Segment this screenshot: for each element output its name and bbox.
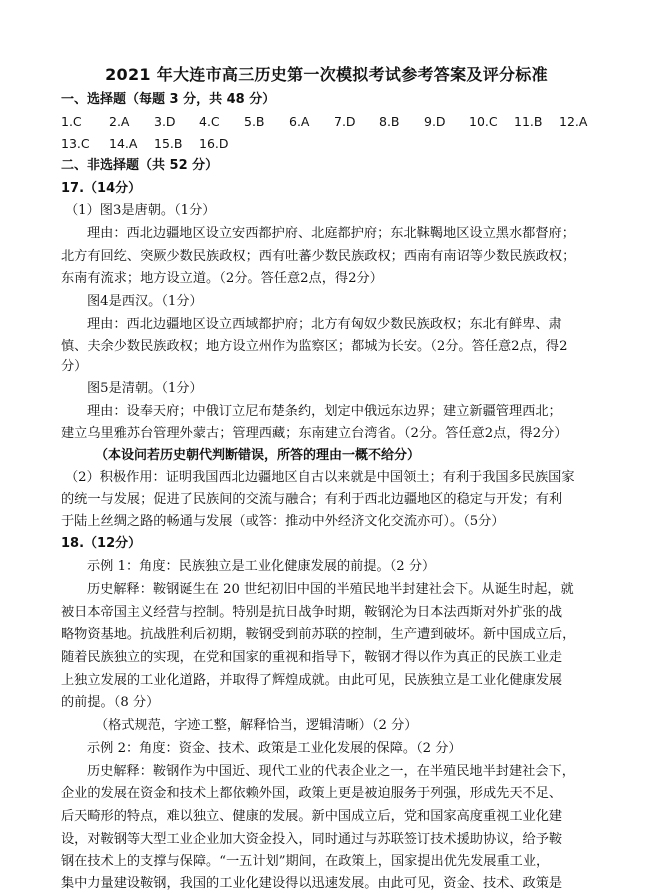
- q18-line: 企业的发展在资金和技术上都依赖外国，政策上更是被迫服务于列强，形成先天不足、: [61, 786, 563, 801]
- answer-item: 11.B: [514, 114, 543, 129]
- q17-line: 理由：西北边疆地区设立西域都护府；北方有匈奴少数民族政权；东北有鲜卑、肃: [87, 317, 562, 332]
- section2-heading: 二、非选择题（共 52 分）: [61, 158, 219, 173]
- q18-line: 的前提。（8 分）: [61, 695, 160, 710]
- q18-line: 历史解释：鞍钢诞生在 20 世纪初旧中国的半殖民地半封建社会下。从诞生时起，就: [87, 582, 574, 597]
- answer-item: 12.A: [559, 114, 588, 129]
- q17-line: 于陆上丝绸之路的畅通与发展（或答：推动中外经济文化交流亦可）。（5分）: [61, 514, 505, 529]
- answer-item: 15.B: [154, 136, 183, 151]
- q18-line: 设，对鞍钢等大型工业企业加大资金投入，同时通过与苏联签订技术援助协议，给予鞍: [61, 832, 563, 847]
- q18-line: 后天畸形的特点，难以独立、健康的发展。新中国成立后，党和国家高度重视工业化建: [61, 809, 563, 824]
- q17-line: 分）: [61, 359, 88, 374]
- answer-item: 8.B: [379, 114, 400, 129]
- q17-line: 理由：设奉天府；中俄订立尼布楚条约，划定中俄远东边界；建立新疆管理西北；: [87, 404, 562, 419]
- section1-heading: 一、选择题（每题 3 分，共 48 分）: [61, 92, 276, 107]
- q18-line: 被日本帝国主义经营与控制。特别是抗日战争时期，鞍钢沦为日本法西斯对外扩张的战: [61, 605, 563, 620]
- q18-heading: 18.（12分）: [61, 536, 142, 551]
- q17-note: （本设问若历史朝代判断错误，所答的理由一概不给分）: [95, 448, 421, 463]
- q17-line: 慎、夫余少数民族政权；地方设立州作为监察区；都城为长安。（2分。答任意2点，得2: [61, 339, 568, 354]
- answer-item: 10.C: [469, 114, 498, 129]
- q18-line: 随着民族独立的实现，在党和国家的重视和指导下，鞍钢才得以作为真正的民族工业走: [61, 650, 563, 665]
- q18-line: 集中力量建设鞍钢，我国的工业化建设得以迅速发展。由此可见，资金、技术、政策是: [61, 876, 563, 891]
- q17-line: 东南有流求；地方设立道。（2分。答任意2点，得2分）: [61, 271, 383, 286]
- q17-line: 北方有回纥、突厥少数民族政权；西有吐蕃少数民族政权；西南有南诏等少数民族政权；: [61, 249, 576, 264]
- answer-item: 5.B: [244, 114, 265, 129]
- answer-item: 1.C: [61, 114, 82, 129]
- answer-item: 7.D: [334, 114, 356, 129]
- q18-line: 历史解释：鞍钢作为中国近、现代工业的代表企业之一，在半殖民地半封建社会下，: [87, 764, 575, 779]
- document-title: 2021 年大连市高三历史第一次模拟考试参考答案及评分标准: [105, 65, 548, 84]
- answer-item: 2.A: [109, 114, 130, 129]
- q18-line: 上独立发展的工业化道路，并取得了辉煌成就。由此可见，民族独立是工业化健康发展: [61, 673, 563, 688]
- q17-line: （1）图3是唐朝。（1分）: [65, 203, 216, 218]
- answers-row-2: [61, 135, 244, 153]
- q17-line: 图4是西汉。（1分）: [87, 294, 203, 309]
- answer-item: 14.A: [109, 136, 138, 151]
- q17-line: 图5是清朝。（1分）: [87, 381, 203, 396]
- q18-line: 示例 1：角度：民族独立是工业化健康发展的前提。（2 分）: [87, 559, 436, 574]
- q17-line: 建立乌里雅苏台管理外蒙古；管理西藏；东南建立台湾省。（2分。答任意2点，得2分）: [61, 426, 568, 441]
- q17-heading: 17.（14分）: [61, 181, 142, 196]
- q18-line: 示例 2：角度：资金、技术、政策是工业化发展的保障。（2 分）: [87, 741, 462, 756]
- answer-item: 4.C: [199, 114, 220, 129]
- answer-item: 3.D: [154, 114, 176, 129]
- q18-line: （格式规范，字迹工整，解释恰当，逻辑清晰）（2 分）: [95, 718, 418, 733]
- q18-line: 略物资基地。抗战胜利后初期，鞍钢受到前苏联的控制，生产遭到破坏。新中国成立后，: [61, 627, 576, 642]
- answers-row-1: [61, 113, 604, 131]
- q17-line: 的统一与发展；促进了民族间的交流与融合；有利于西北边疆地区的稳定与开发；有利: [61, 492, 563, 507]
- answer-item: 16.D: [199, 136, 229, 151]
- q18-line: 钢在技术上的支撑与保障。“一五计划”期间，在政策上，国家提出优先发展重工业，: [61, 854, 550, 869]
- q17-line: 理由：西北边疆地区设立安西都护府、北庭都护府；东北靺鞨地区设立黑水都督府；: [87, 226, 575, 241]
- q17-line: （2）积极作用：证明我国西北边疆地区自古以来就是中国领土；有利于我国多民族国家: [65, 470, 575, 485]
- answer-item: 6.A: [289, 114, 310, 129]
- answer-item: 9.D: [424, 114, 446, 129]
- answer-item: 13.C: [61, 136, 90, 151]
